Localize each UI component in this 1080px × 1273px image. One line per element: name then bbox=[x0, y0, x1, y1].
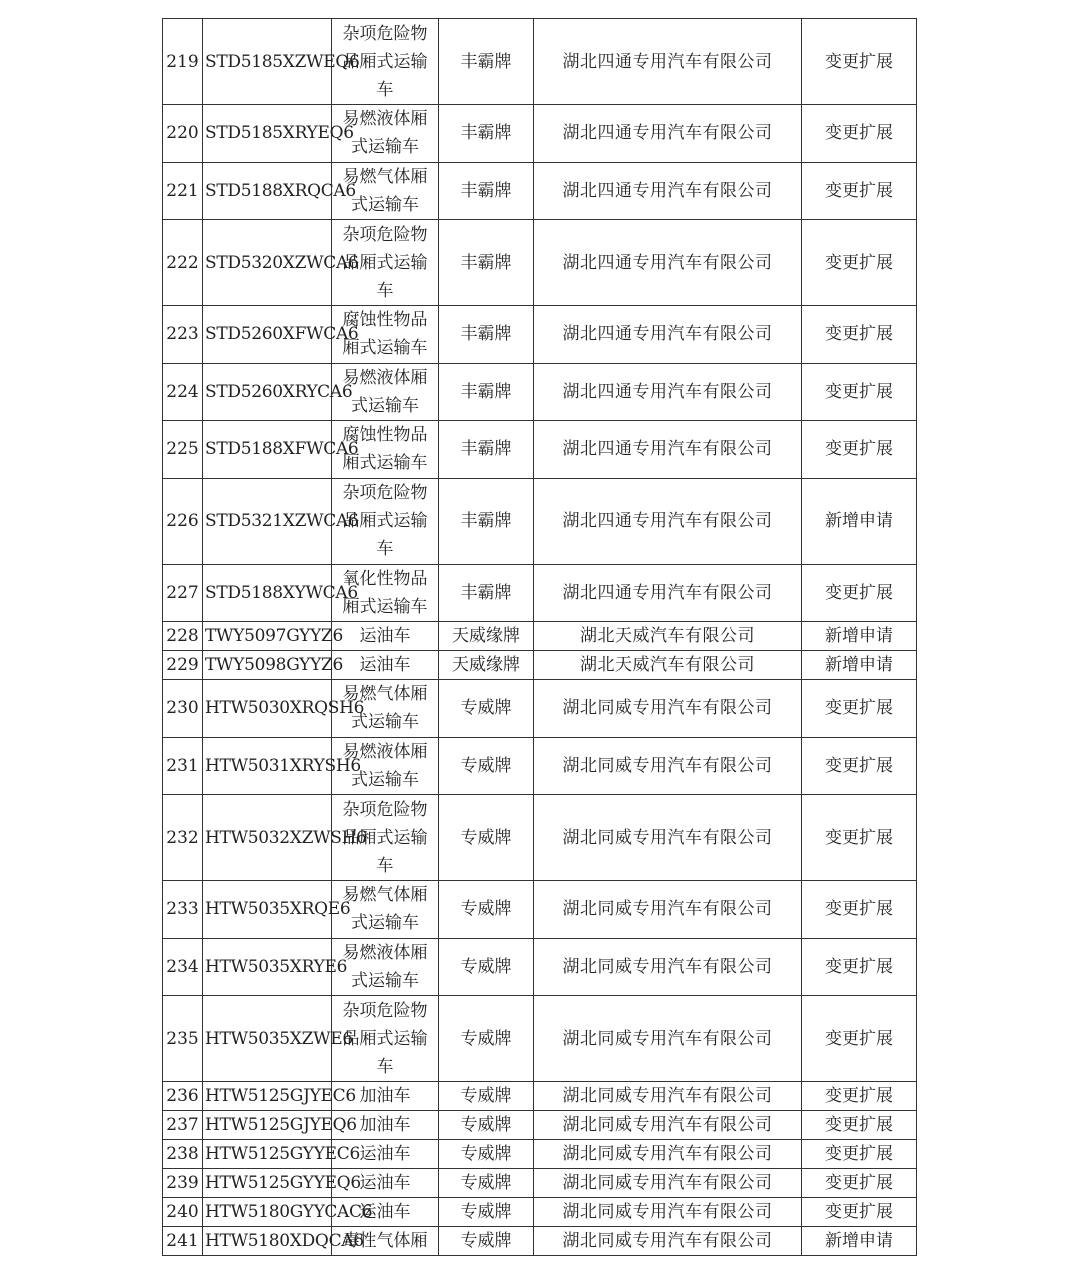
table-row bbox=[163, 363, 917, 421]
application-type: 新增申请 bbox=[802, 478, 917, 564]
row-number: 228 bbox=[163, 622, 203, 651]
row-number: 220 bbox=[163, 105, 203, 163]
brand-name: 专威牌 bbox=[439, 1198, 534, 1227]
vehicle-model-code: TWY5097GYYZ6 bbox=[203, 622, 332, 651]
table-row bbox=[163, 938, 917, 996]
manufacturer-name: 湖北天威汽车有限公司 bbox=[534, 651, 802, 680]
brand-name: 丰霸牌 bbox=[439, 363, 534, 421]
vehicle-model-code: STD5260XFWCA6 bbox=[203, 306, 332, 364]
brand-name: 丰霸牌 bbox=[439, 564, 534, 622]
table-row bbox=[163, 1111, 917, 1140]
application-type: 新增申请 bbox=[802, 622, 917, 651]
vehicle-name: 易燃气体厢式运输车 bbox=[332, 162, 439, 220]
table-row bbox=[163, 737, 917, 795]
application-type: 新增申请 bbox=[802, 1227, 917, 1256]
vehicle-name: 加油车 bbox=[332, 1082, 439, 1111]
vehicle-model-code: HTW5125GJYEQ6 bbox=[203, 1111, 332, 1140]
manufacturer-name: 湖北四通专用汽车有限公司 bbox=[534, 363, 802, 421]
vehicle-model-code: STD5188XRQCA6 bbox=[203, 162, 332, 220]
vehicle-catalog-table bbox=[162, 18, 917, 1256]
application-type: 变更扩展 bbox=[802, 680, 917, 738]
vehicle-name: 毒性气体厢 bbox=[332, 1227, 439, 1256]
vehicle-name: 腐蚀性物品厢式运输车 bbox=[332, 306, 439, 364]
vehicle-name: 易燃液体厢式运输车 bbox=[332, 363, 439, 421]
table-row bbox=[163, 19, 917, 105]
vehicle-model-code: HTW5125GJYEC6 bbox=[203, 1082, 332, 1111]
vehicle-model-code: STD5185XRYEQ6 bbox=[203, 105, 332, 163]
manufacturer-name: 湖北天威汽车有限公司 bbox=[534, 622, 802, 651]
vehicle-model-code: STD5321XZWCA6 bbox=[203, 478, 332, 564]
manufacturer-name: 湖北同威专用汽车有限公司 bbox=[534, 938, 802, 996]
table-row bbox=[163, 996, 917, 1082]
brand-name: 专威牌 bbox=[439, 1111, 534, 1140]
vehicle-name: 易燃气体厢式运输车 bbox=[332, 680, 439, 738]
brand-name: 专威牌 bbox=[439, 938, 534, 996]
row-number: 224 bbox=[163, 363, 203, 421]
table-row bbox=[163, 622, 917, 651]
brand-name: 专威牌 bbox=[439, 737, 534, 795]
manufacturer-name: 湖北同威专用汽车有限公司 bbox=[534, 996, 802, 1082]
application-type: 变更扩展 bbox=[802, 1082, 917, 1111]
application-type: 变更扩展 bbox=[802, 881, 917, 939]
manufacturer-name: 湖北同威专用汽车有限公司 bbox=[534, 737, 802, 795]
table-row bbox=[163, 680, 917, 738]
brand-name: 丰霸牌 bbox=[439, 105, 534, 163]
manufacturer-name: 湖北四通专用汽车有限公司 bbox=[534, 564, 802, 622]
table-row bbox=[163, 795, 917, 881]
application-type: 变更扩展 bbox=[802, 938, 917, 996]
row-number: 221 bbox=[163, 162, 203, 220]
vehicle-name: 易燃液体厢式运输车 bbox=[332, 105, 439, 163]
application-type: 变更扩展 bbox=[802, 564, 917, 622]
application-type: 变更扩展 bbox=[802, 1140, 917, 1169]
brand-name: 专威牌 bbox=[439, 1227, 534, 1256]
brand-name: 丰霸牌 bbox=[439, 162, 534, 220]
vehicle-name: 易燃液体厢式运输车 bbox=[332, 737, 439, 795]
row-number: 233 bbox=[163, 881, 203, 939]
manufacturer-name: 湖北四通专用汽车有限公司 bbox=[534, 220, 802, 306]
row-number: 231 bbox=[163, 737, 203, 795]
application-type: 变更扩展 bbox=[802, 306, 917, 364]
table-row bbox=[163, 1082, 917, 1111]
vehicle-name: 加油车 bbox=[332, 1111, 439, 1140]
vehicle-model-code: HTW5031XRYSH6 bbox=[203, 737, 332, 795]
manufacturer-name: 湖北同威专用汽车有限公司 bbox=[534, 1169, 802, 1198]
application-type: 变更扩展 bbox=[802, 1169, 917, 1198]
table-row bbox=[163, 881, 917, 939]
row-number: 239 bbox=[163, 1169, 203, 1198]
row-number: 227 bbox=[163, 564, 203, 622]
vehicle-model-code: HTW5035XZWE6 bbox=[203, 996, 332, 1082]
vehicle-model-code: HTW5180XDQCA6 bbox=[203, 1227, 332, 1256]
row-number: 235 bbox=[163, 996, 203, 1082]
brand-name: 专威牌 bbox=[439, 996, 534, 1082]
application-type: 变更扩展 bbox=[802, 105, 917, 163]
row-number: 226 bbox=[163, 478, 203, 564]
vehicle-name: 运油车 bbox=[332, 622, 439, 651]
application-type: 变更扩展 bbox=[802, 795, 917, 881]
table-row bbox=[163, 1198, 917, 1227]
vehicle-name: 易燃液体厢式运输车 bbox=[332, 938, 439, 996]
table-row bbox=[163, 220, 917, 306]
brand-name: 专威牌 bbox=[439, 1082, 534, 1111]
application-type: 变更扩展 bbox=[802, 996, 917, 1082]
vehicle-model-code: HTW5125GYYEQ6 bbox=[203, 1169, 332, 1198]
vehicle-name: 易燃气体厢式运输车 bbox=[332, 881, 439, 939]
vehicle-model-code: STD5320XZWCA6 bbox=[203, 220, 332, 306]
table-row bbox=[163, 651, 917, 680]
manufacturer-name: 湖北同威专用汽车有限公司 bbox=[534, 1198, 802, 1227]
table-row bbox=[163, 1140, 917, 1169]
manufacturer-name: 湖北同威专用汽车有限公司 bbox=[534, 1227, 802, 1256]
application-type: 变更扩展 bbox=[802, 1198, 917, 1227]
application-type: 变更扩展 bbox=[802, 363, 917, 421]
manufacturer-name: 湖北四通专用汽车有限公司 bbox=[534, 162, 802, 220]
brand-name: 专威牌 bbox=[439, 1169, 534, 1198]
vehicle-model-code: STD5188XYWCA6 bbox=[203, 564, 332, 622]
brand-name: 丰霸牌 bbox=[439, 478, 534, 564]
row-number: 240 bbox=[163, 1198, 203, 1227]
vehicle-model-code: HTW5030XRQSH6 bbox=[203, 680, 332, 738]
row-number: 238 bbox=[163, 1140, 203, 1169]
vehicle-model-code: STD5260XRYCA6 bbox=[203, 363, 332, 421]
application-type: 变更扩展 bbox=[802, 162, 917, 220]
manufacturer-name: 湖北同威专用汽车有限公司 bbox=[534, 881, 802, 939]
row-number: 237 bbox=[163, 1111, 203, 1140]
vehicle-model-code: STD5188XFWCA6 bbox=[203, 421, 332, 479]
vehicle-name: 杂项危险物品厢式运输车 bbox=[332, 220, 439, 306]
manufacturer-name: 湖北四通专用汽车有限公司 bbox=[534, 105, 802, 163]
table-body bbox=[163, 19, 917, 1256]
row-number: 241 bbox=[163, 1227, 203, 1256]
table-row bbox=[163, 1169, 917, 1198]
vehicle-name: 杂项危险物品厢式运输车 bbox=[332, 478, 439, 564]
table-row bbox=[163, 478, 917, 564]
brand-name: 丰霸牌 bbox=[439, 306, 534, 364]
manufacturer-name: 湖北同威专用汽车有限公司 bbox=[534, 795, 802, 881]
manufacturer-name: 湖北同威专用汽车有限公司 bbox=[534, 1111, 802, 1140]
application-type: 变更扩展 bbox=[802, 737, 917, 795]
row-number: 223 bbox=[163, 306, 203, 364]
table-row bbox=[163, 306, 917, 364]
vehicle-model-code: HTW5035XRQE6 bbox=[203, 881, 332, 939]
row-number: 225 bbox=[163, 421, 203, 479]
row-number: 232 bbox=[163, 795, 203, 881]
brand-name: 专威牌 bbox=[439, 680, 534, 738]
application-type: 变更扩展 bbox=[802, 19, 917, 105]
vehicle-name: 运油车 bbox=[332, 651, 439, 680]
row-number: 234 bbox=[163, 938, 203, 996]
application-type: 变更扩展 bbox=[802, 220, 917, 306]
vehicle-model-code: STD5185XZWEQ6 bbox=[203, 19, 332, 105]
row-number: 236 bbox=[163, 1082, 203, 1111]
brand-name: 天威缘牌 bbox=[439, 622, 534, 651]
vehicle-model-code: TWY5098GYYZ6 bbox=[203, 651, 332, 680]
brand-name: 专威牌 bbox=[439, 881, 534, 939]
manufacturer-name: 湖北四通专用汽车有限公司 bbox=[534, 306, 802, 364]
application-type: 变更扩展 bbox=[802, 421, 917, 479]
row-number: 219 bbox=[163, 19, 203, 105]
vehicle-name: 杂项危险物品厢式运输车 bbox=[332, 795, 439, 881]
vehicle-name: 杂项危险物品厢式运输车 bbox=[332, 996, 439, 1082]
table-row bbox=[163, 105, 917, 163]
manufacturer-name: 湖北同威专用汽车有限公司 bbox=[534, 680, 802, 738]
vehicle-name: 氧化性物品厢式运输车 bbox=[332, 564, 439, 622]
brand-name: 丰霸牌 bbox=[439, 421, 534, 479]
vehicle-model-code: HTW5032XZWSH6 bbox=[203, 795, 332, 881]
vehicle-model-code: HTW5180GYYCAC6 bbox=[203, 1198, 332, 1227]
row-number: 229 bbox=[163, 651, 203, 680]
manufacturer-name: 湖北同威专用汽车有限公司 bbox=[534, 1140, 802, 1169]
table-row bbox=[163, 162, 917, 220]
vehicle-name: 运油车 bbox=[332, 1169, 439, 1198]
row-number: 230 bbox=[163, 680, 203, 738]
table-row bbox=[163, 421, 917, 479]
manufacturer-name: 湖北四通专用汽车有限公司 bbox=[534, 478, 802, 564]
row-number: 222 bbox=[163, 220, 203, 306]
application-type: 变更扩展 bbox=[802, 1111, 917, 1140]
vehicle-name: 运油车 bbox=[332, 1198, 439, 1227]
table-row bbox=[163, 1227, 917, 1256]
vehicle-model-code: HTW5035XRYE6 bbox=[203, 938, 332, 996]
brand-name: 专威牌 bbox=[439, 795, 534, 881]
manufacturer-name: 湖北同威专用汽车有限公司 bbox=[534, 1082, 802, 1111]
vehicle-name: 杂项危险物品厢式运输车 bbox=[332, 19, 439, 105]
manufacturer-name: 湖北四通专用汽车有限公司 bbox=[534, 19, 802, 105]
application-type: 新增申请 bbox=[802, 651, 917, 680]
vehicle-name: 运油车 bbox=[332, 1140, 439, 1169]
brand-name: 丰霸牌 bbox=[439, 19, 534, 105]
brand-name: 专威牌 bbox=[439, 1140, 534, 1169]
vehicle-model-code: HTW5125GYYEC6 bbox=[203, 1140, 332, 1169]
vehicle-name: 腐蚀性物品厢式运输车 bbox=[332, 421, 439, 479]
manufacturer-name: 湖北四通专用汽车有限公司 bbox=[534, 421, 802, 479]
brand-name: 丰霸牌 bbox=[439, 220, 534, 306]
table-row bbox=[163, 564, 917, 622]
brand-name: 天威缘牌 bbox=[439, 651, 534, 680]
